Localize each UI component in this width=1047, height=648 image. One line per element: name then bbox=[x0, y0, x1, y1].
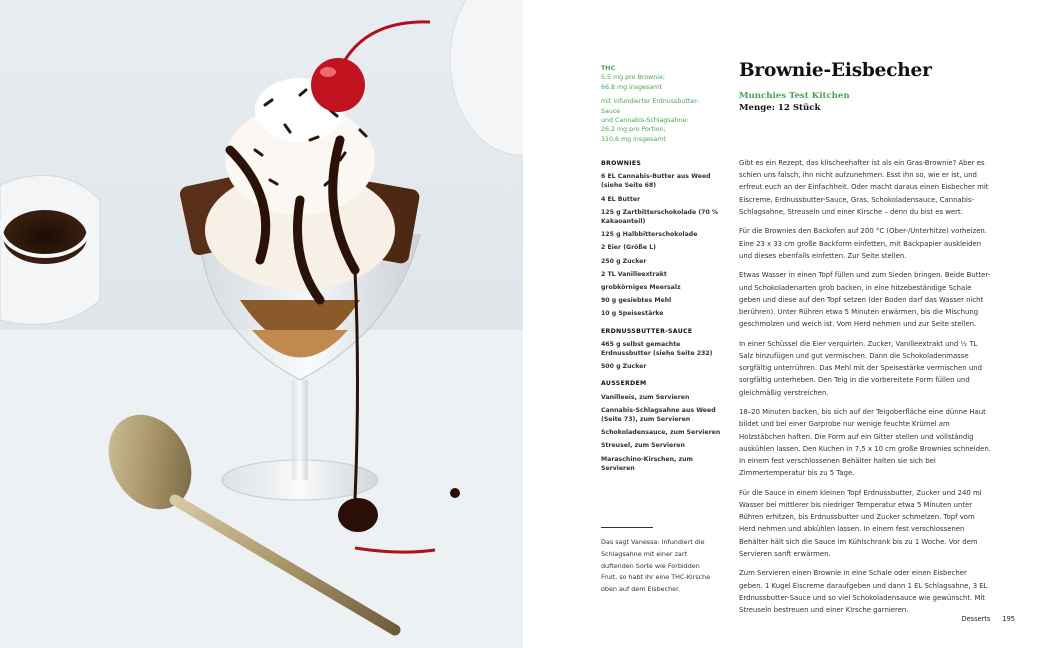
ingredient-item: 6 EL Cannabis-Butter aus Weed (siehe Seite 68) bbox=[601, 173, 711, 190]
thc-line: und Cannabis-Schlagsahne: bbox=[601, 117, 689, 125]
recipe-page bbox=[523, 0, 1047, 648]
ingredient-item: Maraschino-Kirschen, zum Servieren bbox=[601, 455, 693, 472]
ingredient-item: 125 g Halbbitterschokolade bbox=[601, 231, 698, 239]
thc-line: 66,8 mg insgesamt bbox=[601, 83, 662, 91]
ingredient-item: Vanilleeis, zum Servieren bbox=[601, 393, 690, 401]
paragraph: 18–20 Minuten backen, bis sich auf der Teigoberfläche eine dünne Haut bildet und bei einer Garprobe nur wenige feuchte Krümel am Holzstäbchen haften. Die Form auf ein Gitter stellen und vollständig auskühlen lassen. Den Kuchen in 7,5 x 10 cm große Brownies schneiden. In einem fest verschlossenen Behälter halten sie sich bei Zimmertemperatur bis zu 5 Tage. bbox=[739, 408, 991, 478]
section-name: Desserts bbox=[961, 615, 991, 623]
ingredients-brownies bbox=[601, 159, 726, 319]
ingredient-item: 10 g Speisestärke bbox=[601, 310, 664, 318]
ingredient-item: 500 g Zucker bbox=[601, 363, 647, 371]
ingredient-item: 2 Eier (Größe L) bbox=[601, 244, 656, 252]
paragraph: Etwas Wasser in einen Topf füllen und zum Sieden bringen. Beide Butter- und Schokoladenarten grob backen, in eine hitzebeständige Schale geben und diese auf den Topf setzen (der Boden darf das Wasser nicht berühren). Unter Rühren etwa 5 Minuten erwärmen, bis die Mischung geschmolzen und weich ist. Vom Herd nehmen und zur Seite stellen. bbox=[739, 271, 991, 329]
thc-line: mit infundierter Erdnussbutter-Sauce bbox=[601, 98, 699, 115]
recipe-servings: Menge: 12 Stück bbox=[739, 103, 821, 113]
section-heading: ERDNUSSBUTTER-SAUCE bbox=[601, 327, 693, 335]
sundae-illustration bbox=[0, 0, 523, 648]
recipe-title: Brownie-Eisbecher bbox=[739, 60, 932, 81]
ingredient-item: 465 g selbst gemachte Erdnussbutter (siehe Seite 232) bbox=[601, 340, 713, 358]
page-footer bbox=[962, 615, 1016, 623]
ingredient-item: grobkörniges Meersalz bbox=[601, 284, 681, 292]
sundae-photo bbox=[0, 0, 523, 648]
section-heading: AUSSERDEM bbox=[601, 380, 647, 388]
thc-label: THC bbox=[601, 65, 616, 72]
paragraph: Für die Brownies den Backofen auf 200 °C (Ober-/Unterhitze) vorheizen. Eine 23 x 33 cm große Backform einfetten, mit Backpapier auskleiden und dieses ebenfalls einfetten. Zur Seite stellen. bbox=[739, 227, 987, 260]
quote-divider bbox=[601, 527, 653, 528]
thc-info bbox=[601, 64, 711, 144]
ingredient-item: Cannabis-Schlagsahne aus Weed (Seite 73), zum Servieren bbox=[601, 406, 716, 424]
paragraph: In einer Schüssel die Eier verquirlen. Zucker, Vanilleextrakt und ½ TL Salz hinzufügen und gut vermischen. Dann die Schokoladenmasse sorgfältig unterrühren. Das Mehl mit der Speisestärke vermischen und sorgfältig unterheben. Den Teig in die vorbereitete Form füllen und gleichmäßig verstreichen. bbox=[739, 339, 982, 397]
ingredients-list bbox=[601, 159, 726, 481]
ingredients-sauce bbox=[601, 327, 726, 372]
ingredient-item: Schokoladensauce, zum Servieren bbox=[601, 429, 721, 437]
page-number: 195 bbox=[1002, 615, 1015, 623]
thc-line: 5,5 mg pro Brownie; bbox=[601, 74, 665, 82]
ingredient-item: 2 TL Vanilleextrakt bbox=[601, 270, 667, 278]
ingredient-item: 125 g Zartbitterschokolade (70 % Kakaoanteil) bbox=[601, 208, 719, 226]
recipe-kitchen: Munchies Test Kitchen bbox=[739, 91, 850, 101]
recipe-instructions bbox=[739, 157, 991, 624]
ingredient-item: Streusel, zum Servieren bbox=[601, 442, 685, 450]
paragraph: Für die Sauce in einem kleinen Topf Erdnussbutter, Zucker und 240 ml Wasser bei mittlerer bis niedriger Temperatur etwa 5 Minuten unter Rühren erhitzen, bis Erdnussbutter und Zucker schmelzen. Topf vom Herd nehmen und abkühlen lassen. In einem fest verschlossenen Behälter hält sich die Sauce im Kühlschrank bis zu 1 Woche. Vor dem Servieren sanft erwärmen. bbox=[739, 488, 982, 558]
ingredient-item: 4 EL Butter bbox=[601, 195, 641, 203]
thc-line: 26,2 mg pro Portion; bbox=[601, 126, 666, 134]
ingredient-item: 90 g gesiebtes Mehl bbox=[601, 297, 672, 305]
ingredients-extras bbox=[601, 379, 726, 473]
ingredient-item: 250 g Zucker bbox=[601, 257, 647, 265]
paragraph: Gibt es ein Rezept, das klischeehafter ist als ein Gras-Brownie? Aber es schien uns falsch, ihn nicht aufzunehmen. Esst ihn so, wie er ist, und erfreut euch an der Einfachheit. Oder macht daraus einen Eisbecher mit Eiscreme, Erdnussbutter-Sauce, Gras, Schokoladensauce, Cannabis-Schlagsahne, Streuseln und einer Kirsche – denn du bist es wert. bbox=[739, 159, 989, 216]
section-heading: BROWNIES bbox=[601, 160, 642, 167]
paragraph: Zum Servieren einen Brownie in eine Schale oder einen Eisbecher geben. 1 Kugel Eiscreme daraufgeben und dann 1 EL Schlagsahne, 3 EL Erdnussbutter-Sauce und so viel Schokoladensauce wie gewünscht. Mit Streuseln bestreuen und einer Kirsche garnieren. bbox=[739, 569, 988, 615]
tip-quote: Das sagt Vanessa: Infundiert die Schlagsahne mit einer zart duftenden Sorte wie Forbidden Fruit, so habt ihr eine THC-Kirsche oben auf dem Eisbecher. bbox=[601, 538, 711, 594]
thc-line: 310,6 mg insgesamt bbox=[601, 135, 666, 143]
coffee-cup bbox=[0, 175, 100, 324]
